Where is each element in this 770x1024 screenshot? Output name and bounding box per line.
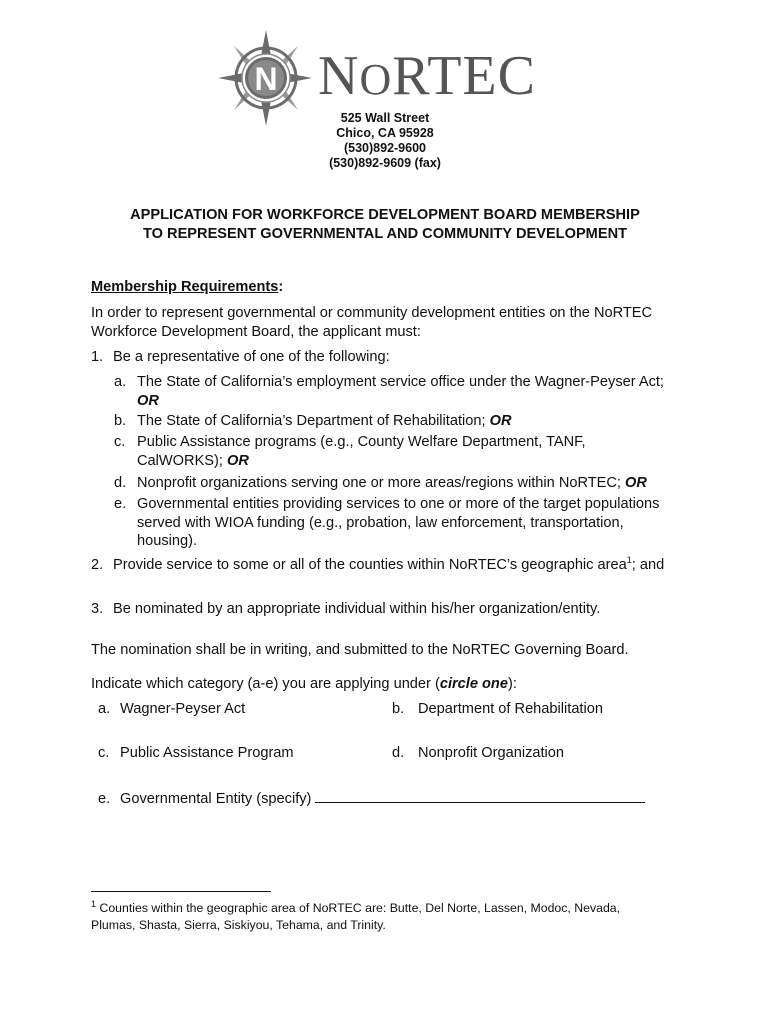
logo-letter: N xyxy=(254,61,278,97)
address-fax: (530)892-9609 (fax) xyxy=(329,156,441,170)
title-line-1: APPLICATION FOR WORKFORCE DEVELOPMENT BOARD MEMBERSHIP xyxy=(130,207,640,223)
logo-wordmark: NORTEC xyxy=(318,45,536,107)
nomination-text: The nomination shall be in writing, and submitted to the NoRTEC Governing Board. xyxy=(91,642,629,658)
address-street: 525 Wall Street xyxy=(340,111,430,125)
requirements-heading: Membership Requirements: xyxy=(91,279,284,295)
category-option-a[interactable]: a. Wagner-Peyser Act xyxy=(98,701,246,717)
category-option-b[interactable]: b. Department of Rehabilitation xyxy=(392,701,603,717)
address-block xyxy=(0,111,770,171)
category-option-d[interactable]: d. Nonprofit Organization xyxy=(392,745,565,761)
specify-blank-line[interactable] xyxy=(315,788,645,803)
document-title xyxy=(0,206,770,244)
address-city: Chico, CA 95928 xyxy=(336,126,434,140)
footnote-ref: 1 xyxy=(626,555,632,566)
title-line-2: TO REPRESENT GOVERNMENTAL AND COMMUNITY DEVELOPMENT xyxy=(142,226,628,242)
indicate-instruction: Indicate which category (a-e) you are applying under (circle one): xyxy=(91,676,517,692)
footnote: $^1$ Counties within the geographic area of NoRTEC are: Butte, Del Norte, Lassen, Modoc, Nevada, Plumas, Shasta, Sierra, Siskiyou, Tehama, and Trinity. xyxy=(91,898,621,932)
footnote-divider xyxy=(91,891,271,892)
category-option-c[interactable]: c. Public Assistance Program xyxy=(98,745,294,761)
document-page: N NORTEC 525 Wall Street Chico, CA 95928 (530)892-9600 (530)892-9609 (fax) APPLICATION FOR WORKFORCE DEVELOPMENT BOARD MEMBERSHIP TO REPRESENT GOVERNMENTAL AND COMMUNITY DEVELOPMENT Membership Requirements: In order to represent governmental or community development entities on the NoRTEC Workforce Development Board, the applicant must: 1. Be a representative of one of the following: a. The State of California’s employment service office under the Wagner-Peyser Act; OR b. The State of California’s Department of Rehabilitation; OR c. Public Assistance programs (e.g., County Welfare Department, TANF, CalWORKS); OR d. Nonprofit organizations serving one or more areas/regions within NoRTEC; OR e. Governmental entities providing services to one or more of the target populations served with WIOA funding (e.g., probation, law enforcement, transportation, housing). 2. Provide service to some or all of the counties within NoRTEC’s geographic area$^1$; and 3. Be nominated by an appropriate individual within his/her organization/entity. The nomination shall be in writing, and submitted to the NoRTEC Governing Board. Indicate which category (a-e) you are applying under (circle one): a. Wagner-Peyser Act b. Department of Rehabilitation c. Public Assistance Program d. Nonprofit Organization e. Governmental Entity (specify) $^1$ Counties within the geographic area of NoRTEC are: Butte, Del Norte, Lassen, Modoc, Nevada, Plumas, Shasta, Sierra, Siskiyou, Tehama, and Trinity. xyxy=(0,0,770,1024)
category-option-e[interactable]: e. Governmental Entity (specify) xyxy=(98,788,645,808)
requirements-intro: In order to represent governmental or community development entities on the NoRTEC Workforce Development Board, the applicant must: xyxy=(91,305,653,340)
address-phone: (530)892-9600 xyxy=(343,141,426,155)
